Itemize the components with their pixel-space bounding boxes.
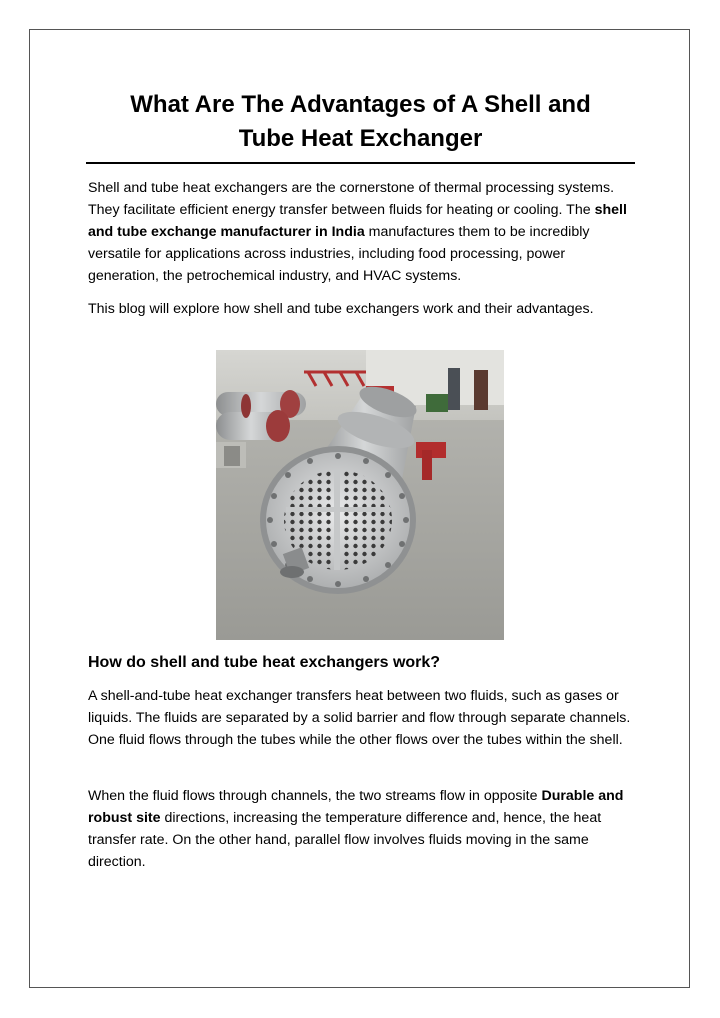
intro-paragraph xyxy=(88,177,636,287)
page-title xyxy=(88,88,633,156)
intro-text-a: Shell and tube heat exchangers are the cornerstone of thermal processing systems. They facilitate efficient energy transfer between fluids for heating or cooling. The xyxy=(88,180,615,218)
title-underline xyxy=(86,162,635,164)
section-heading: How do shell and tube heat exchangers work? xyxy=(88,654,441,671)
title-line-2: Tube Heat Exchanger xyxy=(238,125,483,152)
shell-and-tube-heat-exchanger-photo xyxy=(216,350,504,640)
intro-bold-link-text: shell and tube exchange manufacturer in India xyxy=(88,202,627,240)
section2-text-b: directions, increasing the temperature difference and, hence, the heat transfer rate. On the other hand, parallel flow involves fluids moving in the same direction. xyxy=(88,810,602,870)
blog-intro-paragraph: This blog will explore how shell and tube exchangers work and their advantages. xyxy=(88,301,594,317)
intro-text-b: manufactures them to be incredibly versatile for applications across industries, including food processing, power generation, the petrochemical industry, and HVAC systems. xyxy=(88,224,590,284)
section2-text-a: When the fluid flows through channels, the two streams flow in opposite xyxy=(88,788,542,804)
section2-bold-link-text: Durable and robust site xyxy=(88,788,624,826)
section-paragraph-2 xyxy=(88,785,636,873)
section-paragraph-1: A shell-and-tube heat exchanger transfers heat between two fluids, such as gases or liquids. The fluids are separated by a solid barrier and flow through separate channels. One fluid flows through the tubes while the other flows over the tubes within the shell. xyxy=(88,688,631,748)
title-line-1: What Are The Advantages of A Shell and xyxy=(130,91,591,118)
